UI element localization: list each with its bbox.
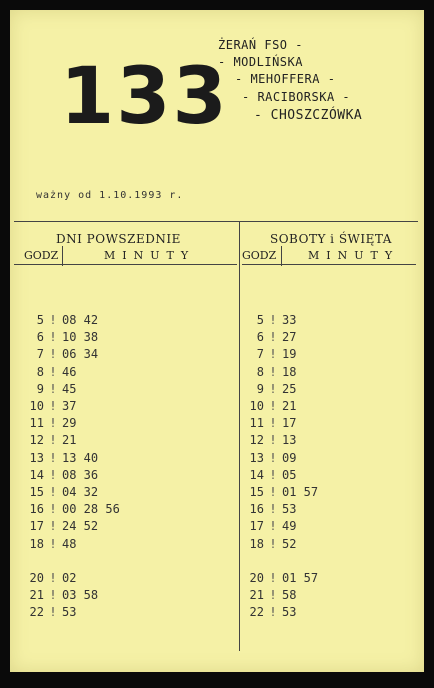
row-separator: !	[49, 485, 57, 499]
stop-3: - MEHOFFERA -	[235, 72, 336, 86]
hour-cell: 17	[29, 519, 44, 534]
timetable-row	[24, 398, 76, 415]
minutes-cell: 05	[282, 467, 297, 482]
weekdays-title: DNI POWSZEDNIE	[56, 232, 181, 246]
row-separator: !	[49, 450, 57, 465]
timetable-row	[244, 467, 296, 484]
timetable-row	[244, 398, 296, 415]
timetable-row	[244, 381, 296, 398]
row-separator: !	[269, 605, 277, 620]
hour-cell: 11	[249, 416, 264, 431]
timetable-row	[24, 432, 76, 449]
timetable-row	[244, 346, 296, 363]
row-separator: !	[269, 347, 277, 362]
timetable-row	[24, 536, 76, 553]
row-separator: !	[49, 416, 57, 431]
minutes-cell: 53	[282, 502, 297, 517]
minutes-cell: 19	[282, 347, 297, 362]
timetable-row	[24, 587, 98, 604]
hour-cell: 21	[29, 588, 44, 603]
row-separator: !	[49, 399, 57, 413]
timetable-row	[24, 484, 98, 501]
weekends-title: SOBOTY i ŚWIĘTA	[270, 232, 392, 246]
timetable-row	[24, 467, 98, 484]
timetable-row	[24, 604, 76, 621]
row-separator: !	[269, 502, 277, 517]
row-separator: !	[49, 433, 57, 448]
row-separator: !	[49, 381, 57, 396]
timetable-row	[244, 536, 296, 553]
route-stops	[10, 10, 424, 150]
minutes-cell: 29	[62, 416, 77, 431]
minutes-cell: 53	[282, 605, 297, 620]
minutes-cell: 33	[282, 313, 297, 327]
minutes-cell: 21	[282, 399, 297, 413]
minutes-cell: 10 38	[62, 330, 99, 345]
stop-5: - CHOSZCZÓWKA	[254, 108, 363, 123]
hour-cell: 5	[36, 313, 44, 327]
timetable-row	[244, 432, 296, 449]
row-separator: !	[269, 416, 277, 431]
minutes-cell: 58	[282, 588, 297, 603]
minutes-cell: 02	[62, 571, 77, 585]
minutes-cell: 08 36	[62, 467, 99, 482]
hour-cell: 9	[36, 381, 44, 396]
hour-cell: 11	[29, 416, 44, 431]
minutes-cell: 09	[282, 450, 297, 465]
minutes-cell: 21	[62, 433, 77, 448]
minutes-cell: 37	[62, 399, 77, 413]
hour-cell: 9	[256, 381, 264, 396]
row-separator: !	[269, 588, 277, 603]
hour-cell: 12	[29, 433, 44, 448]
hour-cell: 20	[29, 571, 44, 585]
minutes-cell: 24 52	[62, 519, 99, 534]
hour-cell: 6	[256, 330, 264, 345]
minutes-cell: 17	[282, 416, 297, 431]
row-separator: !	[269, 536, 277, 551]
route-number: 133	[60, 52, 229, 142]
timetable-row	[24, 381, 76, 398]
minutes-cell: 01 57	[282, 571, 319, 585]
row-separator: !	[269, 313, 277, 327]
hour-cell: 14	[249, 467, 264, 482]
hour-cell: 5	[256, 313, 264, 327]
row-separator: !	[49, 467, 57, 482]
row-separator: !	[269, 381, 277, 396]
timetable-row	[24, 518, 98, 535]
timetable-row	[244, 415, 296, 432]
weekends-header-divider	[281, 246, 282, 266]
row-separator: !	[269, 467, 277, 482]
minutes-cell: 03 58	[62, 588, 99, 603]
timetable-row	[24, 364, 76, 381]
timetable-row	[244, 364, 296, 381]
hour-cell: 8	[36, 364, 44, 379]
minutes-cell: 01 57	[282, 485, 319, 499]
timetable-sheet	[10, 10, 424, 672]
minutes-cell: 27	[282, 330, 297, 345]
hour-cell: 13	[29, 450, 44, 465]
row-separator: !	[269, 433, 277, 448]
row-separator: !	[269, 519, 277, 534]
hour-cell: 14	[29, 467, 44, 482]
row-separator: !	[269, 330, 277, 345]
hour-cell: 18	[29, 536, 44, 551]
hour-cell: 12	[249, 433, 264, 448]
minutes-cell: 53	[62, 605, 77, 620]
weekdays-header-divider	[62, 246, 63, 266]
timetable-row	[24, 570, 76, 587]
stop-1: ŻERAŃ FSO -	[218, 38, 303, 52]
minutes-cell: 18	[282, 364, 297, 379]
row-separator: !	[269, 450, 277, 465]
timetable-row	[24, 501, 120, 518]
hour-cell: 10	[29, 399, 44, 413]
row-separator: !	[49, 536, 57, 551]
timetable-row	[244, 570, 318, 587]
row-separator: !	[49, 605, 57, 620]
stop-4: - RACIBORSKA -	[242, 90, 351, 104]
row-separator: !	[49, 519, 57, 534]
hour-cell: 15	[249, 485, 264, 499]
weekdays-header-rule	[14, 264, 237, 265]
table-top-rule	[14, 221, 418, 222]
minutes-cell: 00 28 56	[62, 502, 120, 517]
row-separator: !	[49, 313, 57, 327]
row-separator: !	[269, 364, 277, 379]
timetable-row	[24, 329, 98, 346]
timetable-row	[244, 587, 296, 604]
hour-cell: 17	[249, 519, 264, 534]
row-separator: !	[49, 364, 57, 379]
weekends-hour-header: GODZ	[242, 249, 277, 262]
hour-cell: 8	[256, 364, 264, 379]
hour-cell: 13	[249, 450, 264, 465]
minutes-cell: 46	[62, 364, 77, 379]
minutes-cell: 06 34	[62, 347, 99, 362]
timetable-row	[244, 604, 296, 621]
minutes-cell: 48	[62, 536, 77, 551]
row-separator: !	[49, 347, 57, 362]
row-separator: !	[49, 330, 57, 345]
hour-cell: 16	[249, 502, 264, 517]
row-separator: !	[269, 571, 277, 585]
hour-cell: 7	[36, 347, 44, 362]
row-separator: !	[269, 399, 277, 413]
timetable-row	[24, 346, 98, 363]
row-separator: !	[269, 485, 277, 499]
hour-cell: 18	[249, 536, 264, 551]
minutes-cell: 49	[282, 519, 297, 534]
minutes-cell: 13	[282, 433, 297, 448]
timetable-row	[24, 312, 98, 329]
minutes-cell: 04 32	[62, 485, 99, 499]
row-separator: !	[49, 571, 57, 585]
row-separator: !	[49, 502, 57, 517]
hour-cell: 16	[29, 502, 44, 517]
timetable-row	[244, 518, 296, 535]
weekends-header-rule	[242, 264, 416, 265]
timetable-row	[244, 312, 296, 329]
minutes-cell: 25	[282, 381, 297, 396]
hour-cell: 7	[256, 347, 264, 362]
timetable-row	[24, 415, 76, 432]
timetable-row	[244, 450, 296, 467]
column-divider	[239, 221, 240, 651]
hour-cell: 22	[29, 605, 44, 620]
hour-cell: 21	[249, 588, 264, 603]
timetable-row	[244, 329, 296, 346]
minutes-cell: 45	[62, 381, 77, 396]
stop-2: - MODLIŃSKA	[218, 55, 303, 69]
hour-cell: 22	[249, 605, 264, 620]
minutes-cell: 13 40	[62, 450, 99, 465]
hour-cell: 20	[249, 571, 264, 585]
row-separator: !	[49, 588, 57, 603]
timetable-row	[24, 450, 98, 467]
minutes-cell: 08 42	[62, 313, 99, 327]
weekdays-minutes-header: MINUTY	[104, 249, 196, 262]
hour-cell: 15	[29, 485, 44, 499]
timetable-row	[244, 501, 296, 518]
minutes-cell: 52	[282, 536, 297, 551]
hour-cell: 10	[249, 399, 264, 413]
weekends-minutes-header: MINUTY	[308, 249, 400, 262]
validity-note: ważny od 1.10.1993 r.	[36, 190, 184, 201]
timetable-row	[244, 484, 318, 501]
hour-cell: 6	[36, 330, 44, 345]
weekdays-hour-header: GODZ	[24, 249, 59, 262]
